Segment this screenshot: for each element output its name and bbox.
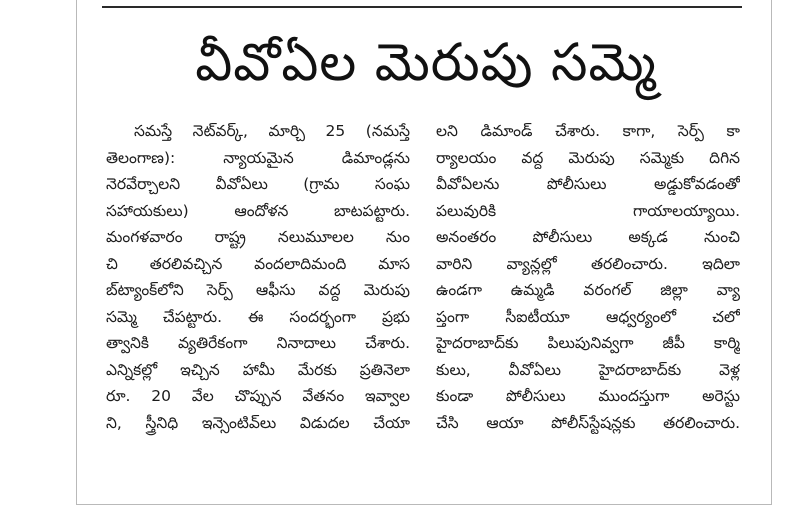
body-line: చి తరలివచ్చిన వందలాదిమంది మాస xyxy=(106,254,410,273)
headline: వీవోఏల మెరుపు సమ్మె xyxy=(195,33,657,93)
body-line: చేసి ఆయా పోలీస్‌స్టేషన్లకు తరలించారు. xyxy=(436,413,740,432)
body-line: కులు, వీవోఏలు హైదరాబాద్‌కు వెళ్ల xyxy=(436,360,740,379)
body-line: త్వానికి వ్యతిరేకంగా నినాదాలు చేశారు. xyxy=(106,334,410,352)
article-column-right xyxy=(436,118,740,436)
top-rule xyxy=(102,6,742,8)
body-line: తెలంగాణ): న్యాయమైన డిమాండ్లను xyxy=(106,148,410,167)
body-line: హైదరాబాద్‌కు పిలుపునివ్వగా జీపీ కార్మి xyxy=(436,334,740,352)
article-column-left xyxy=(106,118,410,436)
body-line: అనంతరం పోలీసులు అక్కడ నుంచి xyxy=(436,228,740,246)
body-line: ర్యాలయం వద్ద మెరుపు సమ్మెకు దిగిన xyxy=(436,148,740,167)
body-line: సమస్తే నెట్‌వర్క్, మార్చి 25 (నమస్తే xyxy=(134,122,410,140)
body-line: మంగళవారం రాష్ట్ర నలుమూలల నుం xyxy=(106,228,410,246)
body-line: లని డిమాండ్ చేశారు. కాగా, సెర్ప్ కా xyxy=(436,122,740,140)
body-line: ని, స్త్రీనిధి ఇన్సెంటివ్‌లు విడుదల చేయా xyxy=(106,413,410,432)
body-line: ఉండగా ఉమ్మడి వరంగల్ జిల్లా వ్యా xyxy=(436,281,740,299)
body-line: సమ్మె చేపట్టారు. ఈ సందర్భంగా ప్రభు xyxy=(106,307,410,326)
body-line: నెరవేర్చాలని వీవోఏలు (గ్రామ సంఘ xyxy=(106,175,410,193)
body-line: ఎన్నికల్లో ఇచ్చిన హామీ మేరకు ప్రతినెలా xyxy=(106,360,410,379)
body-line: పలువురికి గాయాలయ్యాయి. xyxy=(436,201,740,220)
body-line: కుండా పోలీసులు ముందస్తుగా అరెస్టు xyxy=(436,387,740,405)
body-line: వీవోఏలను పోలీసులు అడ్డుకోవడంతో xyxy=(436,175,740,193)
body-line: బ్‌ట్యాంక్‌లోని సెర్ప్ ఆఫీసు వద్ద మెరుపు xyxy=(106,281,410,299)
body-line: వారిని వ్యాన్లల్లో తరలించారు. ఇదిలా xyxy=(436,254,740,273)
body-line: సహాయకులు) ఆందోళన బాటపట్టారు. xyxy=(106,201,410,220)
body-line: ప్తంగా సీఐటీయూ ఆధ్వర్యంలో చలో xyxy=(436,307,740,326)
body-line: రూ. 20 వేల చొప్పున వేతనం ఇవ్వాల xyxy=(106,387,410,405)
